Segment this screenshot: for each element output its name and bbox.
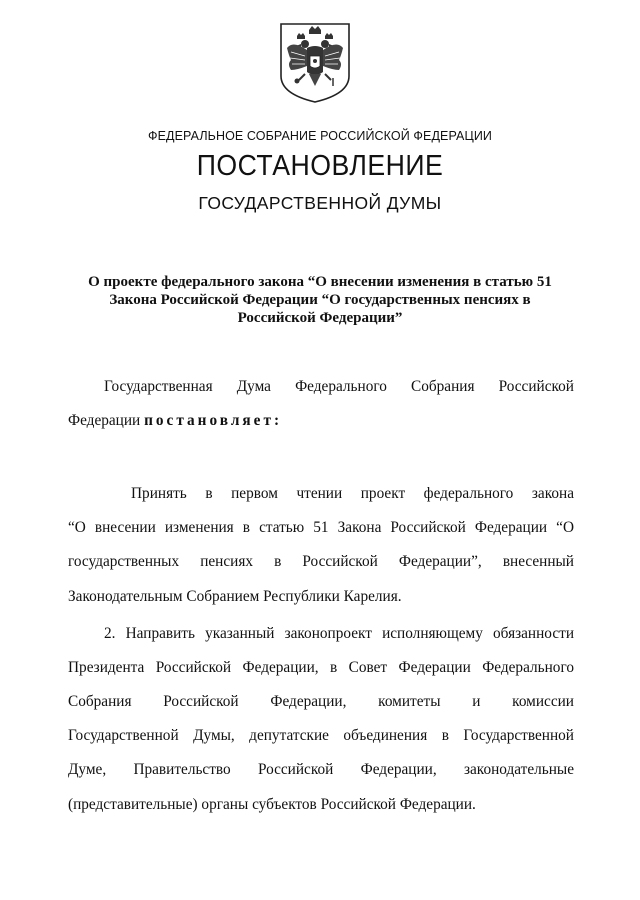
preamble-line: Государственная Дума Федерального Собрания Российской [104,378,574,395]
document-subtitle: ГОСУДАРСТВЕННОЙ ДУМЫ [198,193,442,213]
document-title: ПОСТАНОВЛЕНИЕ [196,150,444,182]
item2-line: 2. Направить указанный законопроект исполняющему обязанности [104,625,574,642]
item2-line: Думе, Правительство Российской Федерации, законодательные [68,761,574,778]
item2-line: Президента Российской Федерации, в Совет Федерации Федерального [68,659,574,676]
item1-line: государственных пенсиях в Российской Федерации”, внесенный [68,553,574,570]
preamble-line-2 [68,412,282,430]
item2-line: Собрания Российской Федерации, комитеты и комиссии [68,693,574,710]
item2-line: (представительные) органы субъектов Российской Федерации. [68,796,476,813]
preamble-start: Федерации [68,412,141,429]
subject-line: Закона Российской Федерации “О государственных пенсиях в [109,292,531,308]
resolution-subject [80,273,560,327]
item1-line: “О внесении изменения в статью 51 Закона Российской Федерации “О [68,519,574,536]
item1-line: Принять в первом чтении проект федерального закона [131,485,574,502]
item2-line: Государственной Думы, депутатские объединения в Государственной [68,727,574,744]
russian-coat-of-arms-icon [277,20,353,104]
subject-line: О проекте федерального закона “О внесении изменения в статью 51 [88,274,552,290]
subject-line: Российской Федерации” [237,310,403,326]
assembly-name: ФЕДЕРАЛЬНОЕ СОБРАНИЕ РОССИЙСКОЙ ФЕДЕРАЦИИ [147,129,493,143]
item1-line: Законодательным Собранием Республики Карелия. [68,588,402,605]
preamble-decree-word: постановляет: [144,412,283,429]
